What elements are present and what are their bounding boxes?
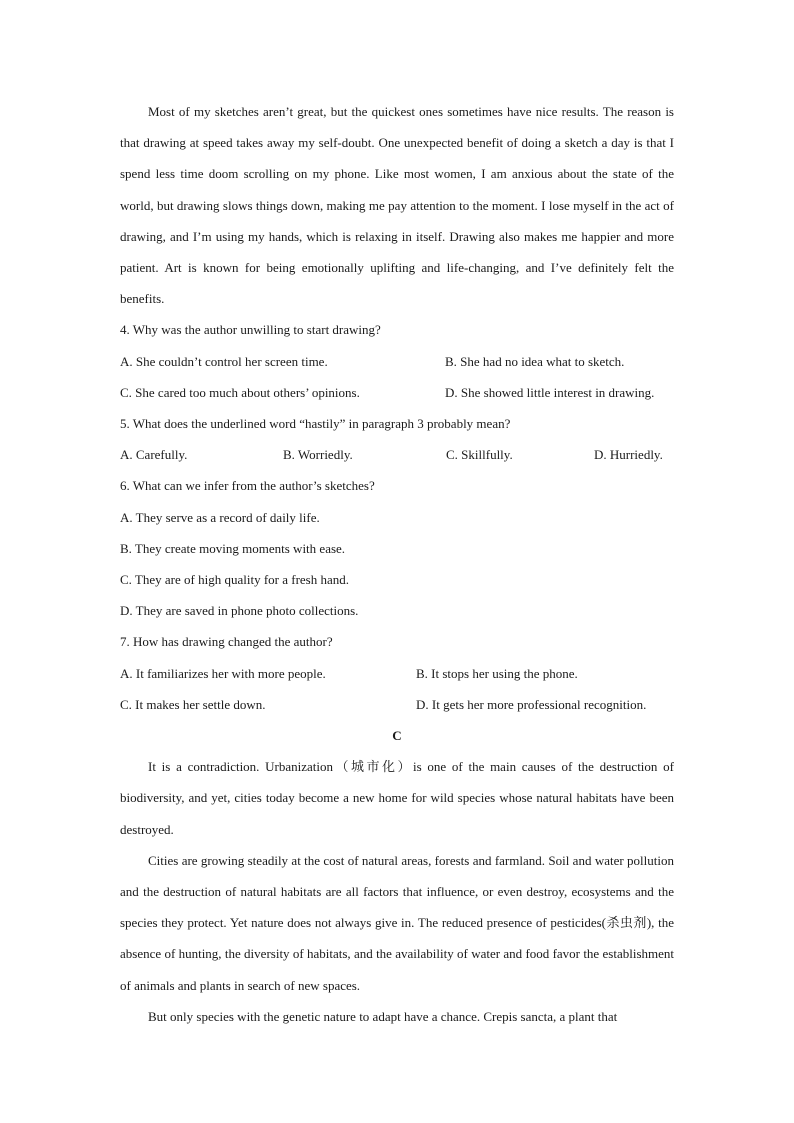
section-c-paragraph-3: But only species with the genetic nature to adapt have a chance. Crepis sancta, a plant that: [148, 1008, 618, 1024]
question-6-option-c: C. They are of high quality for a fresh hand.: [120, 572, 349, 588]
question-5-option-c: C. Skillfully.: [446, 447, 513, 463]
question-5-options: [120, 439, 674, 470]
question-5-stem: 5. What does the underlined word “hastily” in paragraph 3 probably mean?: [120, 416, 511, 432]
section-c-paragraph-2: Cities are growing steadily at the cost of natural areas, forests and farmland. Soil and water pollution and the destruction of natural habitats are all factors that influence, or even destroy, ecosystems and the species they protect. Yet nature does not always give in. The reduced presence of pesticides(杀虫剂), the absence of hunting, the diversity of habitats, and the availability of water and food favor the establishment of animals and plants in search of new spaces.: [120, 852, 674, 993]
section-c-heading: C: [392, 728, 402, 744]
question-5-option-a: A. Carefully.: [120, 447, 188, 463]
question-7-options-row1: [120, 658, 674, 689]
question-4-option-d: D. She showed little interest in drawing.: [445, 384, 655, 400]
question-6-option-a: A. They serve as a record of daily life.: [120, 509, 320, 525]
question-4-option-c: C. She cared too much about others’ opinions.: [120, 384, 360, 400]
section-c-paragraph-1: It is a contradiction. Urbanization（城市化）is one of the main causes of the destruction of biodiversity, and yet, cities today become a new home for wild species whose natural habitats have been destroyed.: [120, 759, 674, 837]
question-4-option-a: A. She couldn’t control her screen time.: [120, 353, 328, 369]
question-4: [120, 314, 674, 408]
question-4-option-b: B. She had no idea what to sketch.: [445, 353, 625, 369]
question-7: [120, 626, 674, 720]
question-4-stem: 4. Why was the author unwilling to start drawing?: [120, 322, 381, 338]
question-6-option-d: D. They are saved in phone photo collections.: [120, 603, 359, 619]
question-4-options-row2: [120, 377, 674, 408]
question-5: [120, 408, 674, 470]
question-7-options-row2: [120, 689, 674, 720]
question-6: [120, 470, 674, 626]
passage-b-last-paragraph: Most of my sketches aren’t great, but the quickest ones sometimes have nice results. The reason is that drawing at speed takes away my self-doubt. One unexpected benefit of doing a sketch a day is that I spend less time doom scrolling on my phone. Like most women, I am anxious about the state of the world, but drawing slows things down, making me pay attention to the moment. I lose myself in the act of drawing, and I’m using my hands, which is relaxing in itself. Drawing also makes me happier and more patient. Art is known for being emotionally uplifting and life-changing, and I’ve definitely felt the benefits.: [120, 104, 674, 307]
question-7-option-a: A. It familiarizes her with more people.: [120, 665, 326, 681]
question-4-options-row1: [120, 346, 674, 377]
question-6-option-b: B. They create moving moments with ease.: [120, 540, 346, 556]
question-7-option-b: B. It stops her using the phone.: [416, 665, 578, 681]
document-page: [120, 96, 674, 1032]
question-5-option-d: D. Hurriedly.: [594, 447, 663, 463]
question-7-option-c: C. It makes her settle down.: [120, 696, 266, 712]
question-6-stem: 6. What can we infer from the author’s sketches?: [120, 478, 375, 494]
question-5-option-b: B. Worriedly.: [283, 447, 353, 463]
question-7-stem: 7. How has drawing changed the author?: [120, 634, 333, 650]
question-7-option-d: D. It gets her more professional recognition.: [416, 696, 647, 712]
